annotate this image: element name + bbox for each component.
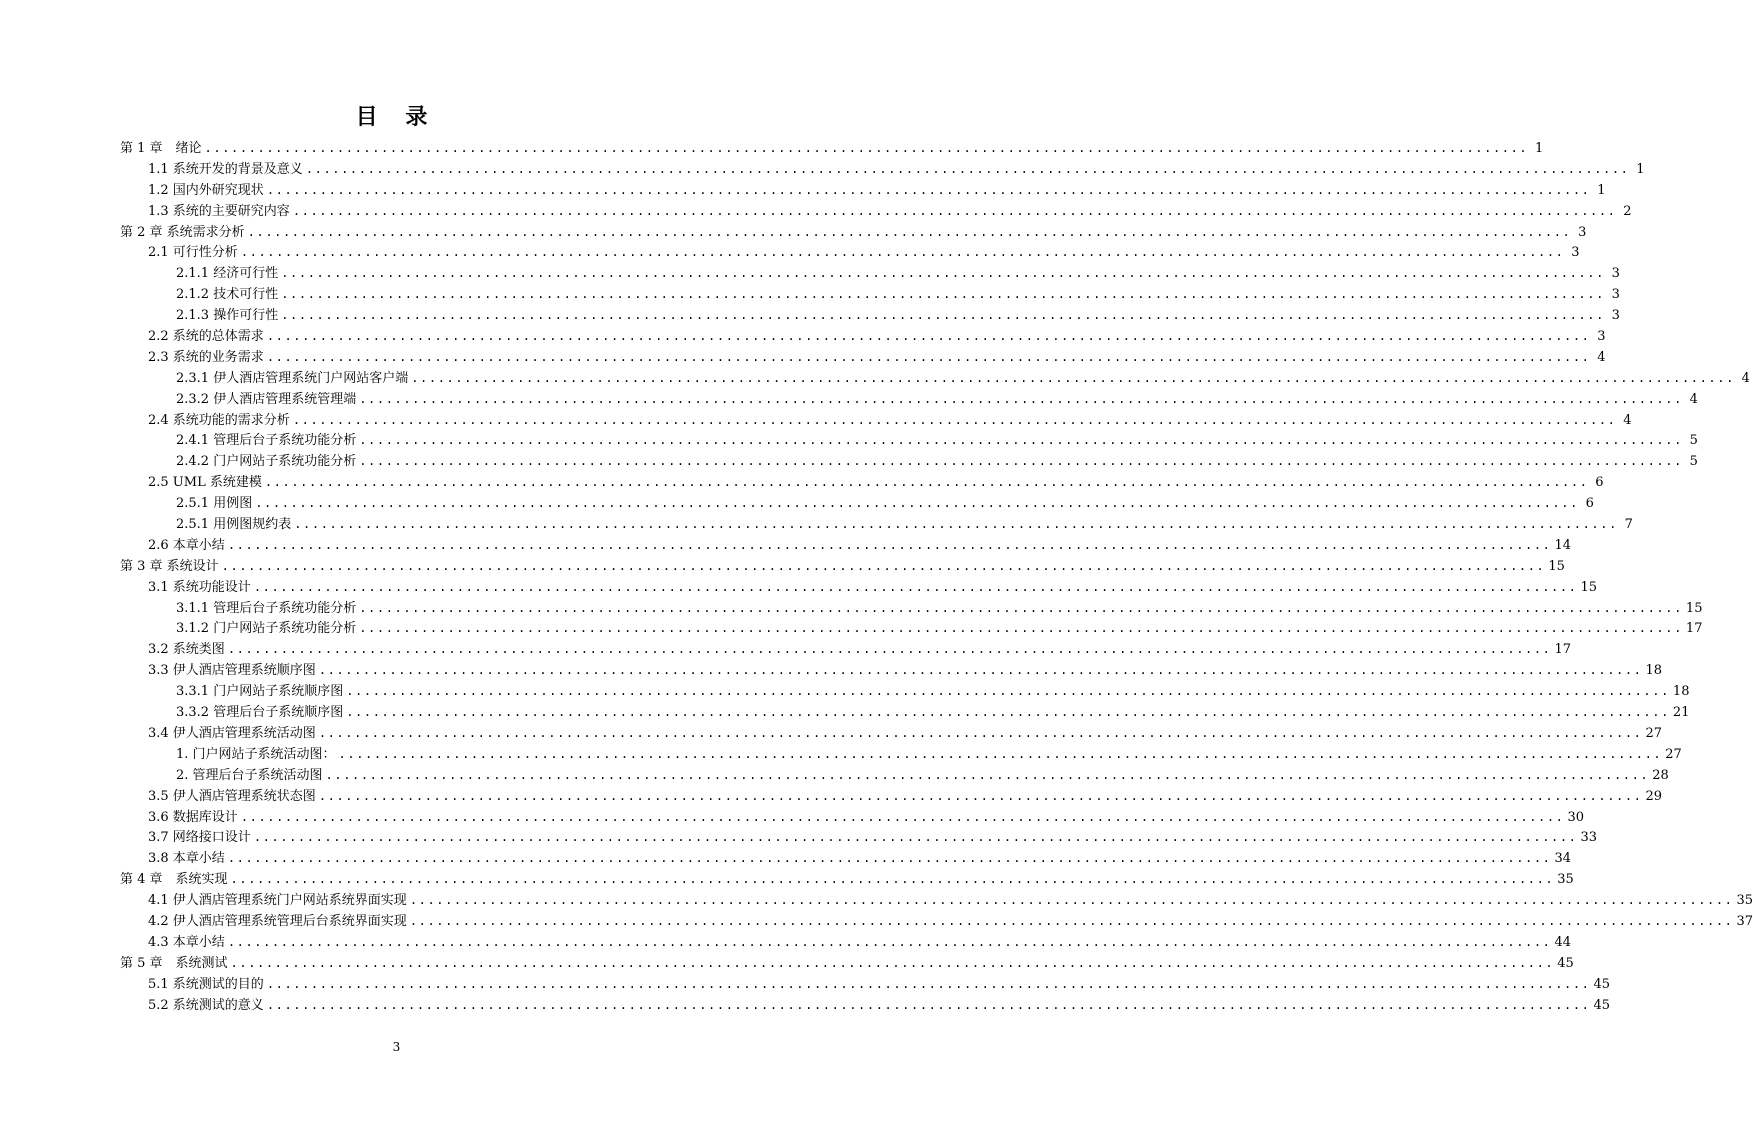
toc-dot-leader: ...................................................................................................................................................... xyxy=(359,433,1683,448)
toc-entry[interactable] xyxy=(120,263,1620,284)
toc-entry[interactable] xyxy=(120,451,1698,472)
toc-entry[interactable] xyxy=(120,535,1572,556)
toc-dot-leader: ...................................................................................................................................................... xyxy=(253,579,1578,594)
toc-entry-label: 2. 管理后台子系统活动图 xyxy=(176,767,323,783)
toc-entry-page: 17 xyxy=(1685,621,1703,637)
toc-entry-label: 3.1.1 管理后台子系统功能分析 xyxy=(176,600,357,616)
toc-dot-leader: ...................................................................................................................................................... xyxy=(305,161,1630,176)
toc-entry-label: 2.5 UML 系统建模 xyxy=(148,475,262,491)
toc-entry-page: 5 xyxy=(1689,433,1698,449)
toc-entry[interactable] xyxy=(120,953,1574,974)
toc-entry[interactable] xyxy=(120,389,1698,410)
toc-dot-leader: ...................................................................................................................................................... xyxy=(204,141,1529,155)
toc-entry-label: 2.3.2 伊人酒店管理系统管理端 xyxy=(176,391,357,407)
toc-entry[interactable] xyxy=(120,765,1669,786)
toc-dot-leader: ...................................................................................................................................................... xyxy=(281,266,1605,281)
toc-dot-leader: ...................................................................................................................................................... xyxy=(240,809,1565,824)
toc-entry[interactable] xyxy=(120,242,1580,263)
toc-dot-leader: ...................................................................................................................................................... xyxy=(409,893,1734,908)
toc-entry[interactable] xyxy=(120,201,1632,222)
toc-dot-leader: ...................................................................................................................................................... xyxy=(240,245,1565,260)
toc-entry[interactable] xyxy=(120,848,1572,869)
toc-entry-label: 2.5.1 用例图 xyxy=(176,496,253,512)
toc-entry-label: 3.3 伊人酒店管理系统顺序图 xyxy=(148,663,316,679)
toc-entry[interactable] xyxy=(120,138,1544,159)
toc-entry-page: 21 xyxy=(1672,705,1690,721)
toc-entry-page: 29 xyxy=(1645,788,1663,804)
toc-entry[interactable] xyxy=(120,869,1574,890)
toc-entry-page: 1 xyxy=(1534,141,1544,156)
toc-dot-leader: ...................................................................................................................................................... xyxy=(230,955,1555,970)
toc-entry-label: 2.1.2 技术可行性 xyxy=(176,287,279,303)
toc-entry-label: 2.4.1 管理后台子系统功能分析 xyxy=(176,433,357,449)
toc-entry-page: 18 xyxy=(1645,663,1663,679)
toc-dot-leader: ...................................................................................................................................................... xyxy=(227,934,1552,949)
toc-entry-label: 4.3 本章小结 xyxy=(148,934,225,950)
toc-dot-leader: ...................................................................................................................................................... xyxy=(266,182,1591,197)
toc-entry-label: 2.4.2 门户网站子系统功能分析 xyxy=(176,454,357,470)
toc-entry-label: 2.2 系统的总体需求 xyxy=(148,329,264,345)
toc-entry-page: 15 xyxy=(1548,558,1565,574)
toc-dot-leader: ...................................................................................................................................................... xyxy=(338,746,1663,761)
toc-entry-page: 6 xyxy=(1585,496,1594,512)
toc-entry-page: 33 xyxy=(1580,830,1598,846)
toc-entry[interactable] xyxy=(120,807,1585,828)
toc-dot-leader: ...................................................................................................................................................... xyxy=(266,329,1591,344)
toc-entry-label: 1.2 国内外研究现状 xyxy=(148,182,264,198)
toc-entry-page: 45 xyxy=(1593,997,1611,1013)
toc-entry-label: 3.6 数据库设计 xyxy=(148,809,238,825)
toc-entry[interactable] xyxy=(120,890,1753,911)
toc-entry[interactable] xyxy=(120,159,1645,180)
toc-entry[interactable] xyxy=(120,368,1750,389)
toc-entry-page: 34 xyxy=(1554,851,1572,867)
toc-entry-label: 第 5 章 系统测试 xyxy=(120,955,228,971)
toc-entry[interactable] xyxy=(120,577,1598,598)
toc-dot-leader: ...................................................................................................................................................... xyxy=(247,224,1572,239)
toc-entry[interactable] xyxy=(120,639,1572,660)
toc-entry-page: 15 xyxy=(1580,579,1598,595)
toc-entry[interactable] xyxy=(120,598,1703,619)
toc-entry[interactable] xyxy=(120,744,1682,765)
toc-entry-label: 5.1 系统测试的目的 xyxy=(148,976,264,992)
toc-entry-label: 4.2 伊人酒店管理系统管理后台系统界面实现 xyxy=(148,913,407,929)
toc-entry-page: 4 xyxy=(1689,391,1698,407)
toc-dot-leader: ...................................................................................................................................................... xyxy=(359,600,1683,615)
toc-dot-leader: ...................................................................................................................................................... xyxy=(318,725,1643,740)
toc-dot-leader: ...................................................................................................................................................... xyxy=(346,705,1670,720)
toc-entry[interactable] xyxy=(120,786,1663,807)
toc-dot-leader: ...................................................................................................................................................... xyxy=(227,642,1552,657)
toc-entry-page: 18 xyxy=(1672,684,1690,700)
toc-entry-page: 15 xyxy=(1685,600,1703,616)
toc-dot-leader: ...................................................................................................................................................... xyxy=(227,537,1552,552)
toc-dot-leader: ...................................................................................................................................................... xyxy=(411,370,1735,385)
toc-dot-leader: ...................................................................................................................................................... xyxy=(409,913,1734,928)
toc-entry-label: 3.7 网络接口设计 xyxy=(148,830,251,846)
toc-entry-page: 3 xyxy=(1571,245,1580,261)
toc-entry-label: 3.3.1 门户网站子系统顺序图 xyxy=(176,684,344,700)
toc-dot-leader: ...................................................................................................................................................... xyxy=(359,621,1683,636)
toc-entry[interactable] xyxy=(120,305,1620,326)
toc-entry-page: 45 xyxy=(1593,976,1611,992)
toc-dot-leader: ...................................................................................................................................................... xyxy=(230,872,1555,887)
toc-entry-page: 1 xyxy=(1636,161,1645,177)
toc-entry-page: 30 xyxy=(1567,809,1585,825)
toc-entry[interactable] xyxy=(120,932,1572,953)
toc-entry[interactable] xyxy=(120,702,1690,723)
toc-entry-page: 7 xyxy=(1624,517,1633,533)
toc-dot-leader: ...................................................................................................................................................... xyxy=(281,287,1605,302)
toc-entry-label: 第 4 章 系统实现 xyxy=(120,872,228,888)
toc-entry[interactable] xyxy=(120,995,1611,1016)
toc-entry-page: 37 xyxy=(1736,913,1753,929)
toc-dot-leader: ...................................................................................................................................................... xyxy=(359,391,1683,406)
toc-entry-page: 2 xyxy=(1623,203,1632,219)
toc-entry-page: 4 xyxy=(1741,370,1750,386)
toc-entry-page: 4 xyxy=(1597,349,1606,365)
toc-entry[interactable] xyxy=(120,723,1663,744)
toc-entry[interactable] xyxy=(120,284,1620,305)
toc-entry[interactable] xyxy=(120,911,1753,932)
toc-entry[interactable] xyxy=(120,827,1598,848)
toc-entry-page: 28 xyxy=(1652,767,1669,783)
toc-entry[interactable] xyxy=(120,410,1632,431)
toc-entry-label: 3.5 伊人酒店管理系统状态图 xyxy=(148,788,316,804)
toc-entry-page: 5 xyxy=(1689,454,1698,470)
page-number: 3 xyxy=(392,1040,401,1054)
toc-dot-leader: ...................................................................................................................................................... xyxy=(318,663,1643,678)
toc-entry-label: 5.2 系统测试的意义 xyxy=(148,997,264,1013)
toc-entry-page: 44 xyxy=(1554,934,1572,950)
toc-entry[interactable] xyxy=(120,660,1663,681)
toc-dot-leader: ...................................................................................................................................................... xyxy=(266,997,1591,1012)
toc-dot-leader: ...................................................................................................................................................... xyxy=(292,412,1617,427)
toc-entry[interactable] xyxy=(120,556,1565,577)
toc-entry-label: 2.6 本章小结 xyxy=(148,537,225,553)
toc-entry-label: 4.1 伊人酒店管理系统门户网站系统界面实现 xyxy=(148,893,407,909)
toc-entry[interactable] xyxy=(120,222,1587,243)
toc-entry[interactable] xyxy=(120,493,1594,514)
toc-entry[interactable] xyxy=(120,514,1633,535)
toc-dot-leader: ...................................................................................................................................................... xyxy=(253,830,1578,845)
toc-entry-page: 3 xyxy=(1578,224,1587,240)
toc-entry-page: 1 xyxy=(1597,182,1606,198)
toc-entry-page: 6 xyxy=(1595,475,1604,491)
toc-entry-label: 3.8 本章小结 xyxy=(148,851,225,867)
toc-entry-page: 14 xyxy=(1554,537,1572,553)
toc-entry-page: 27 xyxy=(1645,725,1663,741)
toc-entry-label: 第 1 章 绪论 xyxy=(120,141,202,156)
toc-dot-leader: ...................................................................................................................................................... xyxy=(266,349,1591,364)
toc-entry-page: 27 xyxy=(1665,746,1682,762)
toc-entry-label: 2.3.1 伊人酒店管理系统门户网站客户端 xyxy=(176,370,409,386)
toc-entry-label: 3.3.2 管理后台子系统顺序图 xyxy=(176,705,344,721)
toc-entry-page: 35 xyxy=(1736,893,1753,909)
toc-dot-leader: ...................................................................................................................................................... xyxy=(221,558,1546,573)
toc-entry-page: 17 xyxy=(1554,642,1572,658)
toc-entry[interactable] xyxy=(120,681,1690,702)
toc-entry-label: 3.4 伊人酒店管理系统活动图 xyxy=(148,725,316,741)
toc-dot-leader: ...................................................................................................................................................... xyxy=(346,684,1670,699)
toc-dot-leader: ...................................................................................................................................................... xyxy=(294,517,1618,532)
toc-entry[interactable] xyxy=(120,347,1606,368)
toc-entry-label: 第 3 章 系统设计 xyxy=(120,558,219,574)
toc-entry-page: 45 xyxy=(1557,955,1574,971)
toc-entry-label: 1.1 系统开发的背景及意义 xyxy=(148,161,303,177)
toc-dot-leader: ...................................................................................................................................................... xyxy=(325,767,1650,782)
toc-entry-page: 3 xyxy=(1597,329,1606,345)
toc-entry-label: 3.1.2 门户网站子系统功能分析 xyxy=(176,621,357,637)
page-title: 目 录 xyxy=(355,104,438,130)
toc-entry-label: 3.2 系统类图 xyxy=(148,642,225,658)
toc-entry[interactable] xyxy=(120,180,1606,201)
toc-dot-leader: ...................................................................................................................................................... xyxy=(292,203,1617,218)
toc-entry-label: 第 2 章 系统需求分析 xyxy=(120,224,245,240)
toc-entry-label: 2.4 系统功能的需求分析 xyxy=(148,412,290,428)
toc-dot-leader: ...................................................................................................................................................... xyxy=(266,976,1591,991)
toc-entry-page: 4 xyxy=(1623,412,1632,428)
toc-entry-page: 3 xyxy=(1611,308,1620,324)
toc-dot-leader: ...................................................................................................................................................... xyxy=(227,851,1552,866)
toc-entry-label: 2.1.1 经济可行性 xyxy=(176,266,279,282)
toc-entry-label: 1.3 系统的主要研究内容 xyxy=(148,203,290,219)
toc-entry[interactable] xyxy=(120,326,1606,347)
toc-entry[interactable] xyxy=(120,974,1611,995)
toc-dot-leader: ...................................................................................................................................................... xyxy=(359,454,1683,469)
toc-entry-label: 3.1 系统功能设计 xyxy=(148,579,251,595)
toc-entry-page: 3 xyxy=(1611,287,1620,303)
toc-dot-leader: ...................................................................................................................................................... xyxy=(318,788,1643,803)
table-of-contents xyxy=(120,138,1753,1015)
toc-entry-label: 2.5.1 用例图规约表 xyxy=(176,517,292,533)
toc-entry-label: 2.1.3 操作可行性 xyxy=(176,308,279,324)
toc-entry[interactable] xyxy=(120,430,1698,451)
toc-dot-leader: ...................................................................................................................................................... xyxy=(255,496,1579,511)
toc-entry-label: 2.1 可行性分析 xyxy=(148,245,238,261)
toc-entry-label: 1. 门户网站子系统活动图： xyxy=(176,746,336,762)
toc-entry[interactable] xyxy=(120,618,1703,639)
toc-entry-page: 35 xyxy=(1557,872,1574,888)
toc-entry-page: 3 xyxy=(1611,266,1620,282)
toc-dot-leader: ...................................................................................................................................................... xyxy=(264,475,1589,490)
toc-entry[interactable] xyxy=(120,472,1604,493)
toc-dot-leader: ...................................................................................................................................................... xyxy=(281,308,1605,323)
toc-entry-label: 2.3 系统的业务需求 xyxy=(148,349,264,365)
